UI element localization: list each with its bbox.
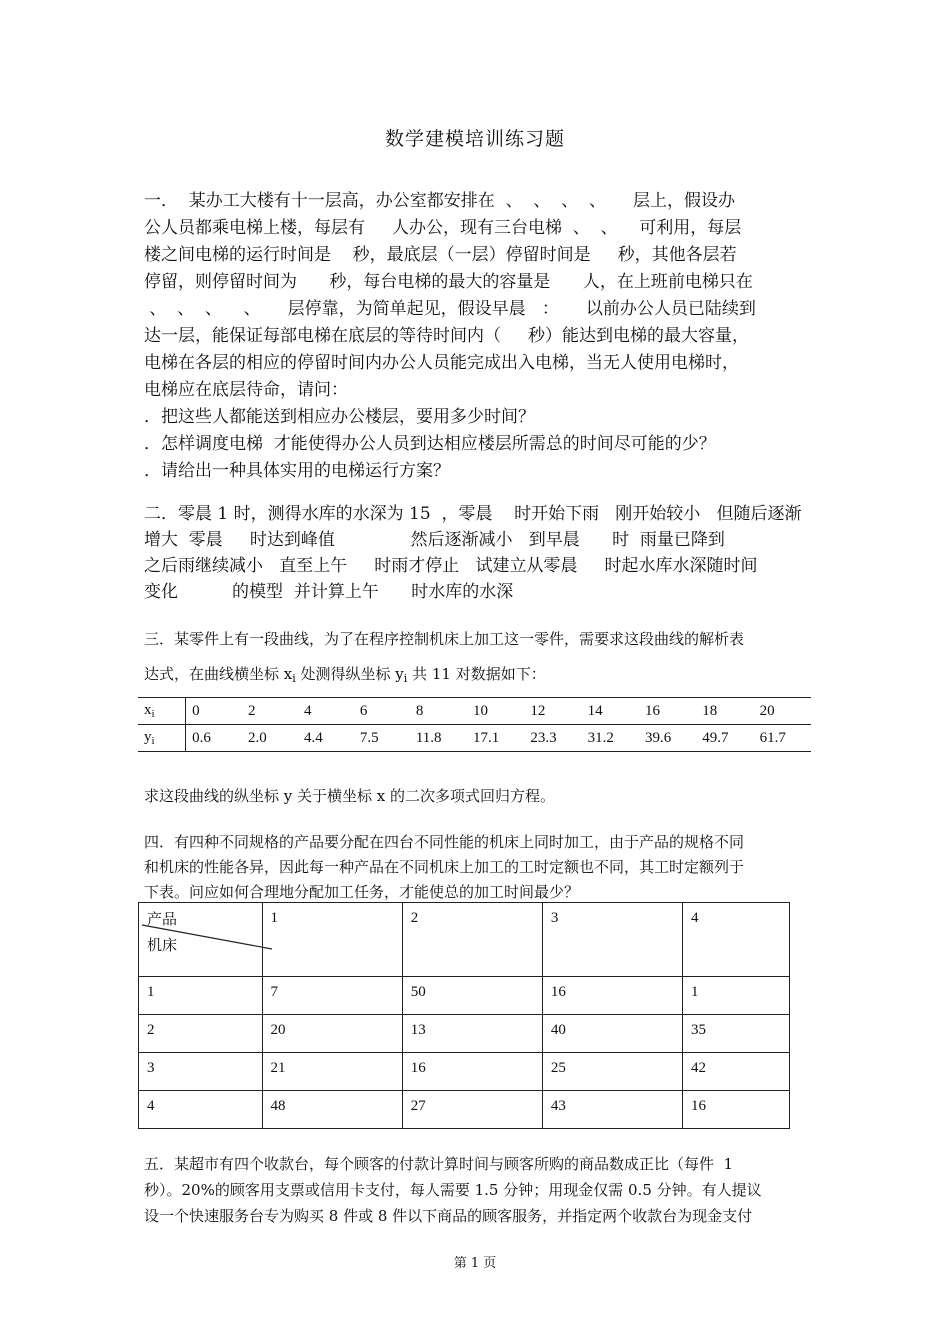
- table-cell: 2.0: [242, 725, 298, 752]
- table-cell: 2: [242, 698, 298, 725]
- problem-3-line: 达式，在曲线横坐标 $x_i$ 处测得纵坐标 $y_i$ 共 11 对数据如下：: [144, 665, 546, 685]
- corner-label-machine: 机床: [147, 938, 178, 954]
- problem-2-line: 二．零晨 1 时，测得水库的水深为 15 ，零晨 时开始下雨 刚开始较小 但随后逐渐: [144, 504, 802, 524]
- table-cell: 40: [542, 1015, 682, 1053]
- problem-1-question: ．怎样调度电梯 才能使得办公人员到达相应楼层所需总的时间尽可能的少？: [144, 434, 716, 454]
- table-cell: 16: [639, 698, 696, 725]
- problem-1-line: 楼之间电梯的运行时间是 秒，最底层（一层）停留时间是 秒，其他各层若: [144, 245, 737, 265]
- table-cell: 0.6: [186, 725, 242, 752]
- table-cell: 13: [402, 1015, 542, 1053]
- table-cell: 16: [402, 1053, 542, 1091]
- problem-2-line: 增大 零晨 时达到峰值 然后逐渐减小 到早晨 时 雨量已降到: [144, 530, 725, 550]
- table-cell: 20: [754, 698, 811, 725]
- problem-1-line: 、 、 、 、 层停靠，为简单起见，假设早晨 ： 以前办公人员已陆续到: [144, 299, 756, 319]
- problem-5-line: 秒）。20%的顾客用支票或信用卡支付，每人需要 1.5 分钟；用现金仅需 0.5 分钟。有人提议: [144, 1181, 762, 1199]
- table-cell: 43: [542, 1091, 682, 1129]
- table-cell: 31.2: [582, 725, 639, 752]
- table-cell: 17.1: [467, 725, 524, 752]
- problem-1-line: 公人员都乘电梯上楼，每层有 人办公，现有三台电梯 、 、 可利用，每层: [144, 218, 742, 238]
- row-header-x: $x_i$: [138, 698, 186, 725]
- table-cell: 6: [354, 698, 410, 725]
- data-table-xy: [138, 697, 811, 752]
- problem-3-line: 三．某零件上有一段曲线，为了在程序控制机床上加工这一零件，需要求这段曲线的解析表: [144, 630, 745, 648]
- problem-1-line: 停留，则停留时间为 秒，每台电梯的最大的容量是 人，在上班前电梯只在: [144, 272, 753, 292]
- page-number: 第 1 页: [453, 1256, 497, 1271]
- problem-4-line: 下表。问应如何合理地分配加工任务，才能使总的加工时间最少？: [144, 883, 580, 901]
- problem-1-question: ．把这些人都能送到相应办公楼层，要用多少时间？: [144, 407, 535, 427]
- table-cell: 11.8: [410, 725, 467, 752]
- column-header: 2: [402, 903, 542, 977]
- corner-label-product: 产品: [147, 912, 178, 928]
- problem-3-question: 求这段曲线的纵坐标 y 关于横坐标 x 的二次多项式回归方程。: [144, 787, 556, 805]
- problem-1-line: 电梯在各层的相应的停留时间内办公人员能完成出入电梯，当无人使用电梯时，: [144, 353, 739, 373]
- table-cell: 25: [542, 1053, 682, 1091]
- problem-1-line: 电梯应在底层待命，请问：: [144, 380, 348, 400]
- table-cell: 61.7: [754, 725, 811, 752]
- table-cell: 39.6: [639, 725, 696, 752]
- table-cell: 48: [262, 1091, 402, 1129]
- table-cell: 23.3: [524, 725, 581, 752]
- table-row-y: [138, 725, 811, 752]
- table-cell: 7.5: [354, 725, 410, 752]
- problem-5-line: 五．某超市有四个收款台，每个顾客的付款计算时间与顾客所购的商品数成正比（每件 1: [144, 1155, 734, 1173]
- table-cell: 4.4: [298, 725, 354, 752]
- column-header: 1: [262, 903, 402, 977]
- table-cell: 4: [298, 698, 354, 725]
- problem-4-line: 四．有四种不同规格的产品要分配在四台不同性能的机床上同时加工，由于产品的规格不同: [144, 833, 745, 851]
- table-cell: 14: [582, 698, 639, 725]
- table-row: [139, 1053, 790, 1091]
- table-cell: 20: [262, 1015, 402, 1053]
- table-cell: 12: [524, 698, 581, 725]
- row-header: 4: [139, 1091, 263, 1129]
- table-header-row: [139, 903, 790, 977]
- table-row: [139, 977, 790, 1015]
- table-cell: 8: [410, 698, 467, 725]
- table-row-x: [138, 698, 811, 725]
- table-cell: 7: [262, 977, 402, 1015]
- table-row: [139, 1091, 790, 1129]
- table-cell: 49.7: [696, 725, 753, 752]
- problem-2-line: 变化 的模型 并计算上午 时水库的水深: [144, 582, 514, 602]
- table-cell: 42: [683, 1053, 790, 1091]
- page-title: 数学建模培训练习题: [384, 128, 565, 150]
- row-header: 3: [139, 1053, 263, 1091]
- table-cell: 21: [262, 1053, 402, 1091]
- table-cell: 35: [683, 1015, 790, 1053]
- problem-1-line: 一． 某办工大楼有十一层高，办公室都安排在 、 、 、 、 层上，假设办: [144, 191, 736, 211]
- problem-5-line: 设一个快速服务台专为购买 8 件或 8 件以下商品的顾客服务，并指定两个收款台为现金支付: [144, 1207, 753, 1225]
- problem-4-line: 和机床的性能各异，因此每一种产品在不同机床上加工的工时定额也不同，其工时定额列于: [144, 858, 745, 876]
- problem-1-question: ．请给出一种具体实用的电梯运行方案？: [144, 461, 450, 481]
- problem-1-line: 达一层，能保证每部电梯在底层的等待时间内（ 秒）能达到电梯的最大容量，: [144, 326, 750, 346]
- problem-2-line: 之后雨继续减小 直至上午 时雨才停止 试建立从零晨 时起水库水深随时间: [144, 556, 758, 576]
- table-cell: 27: [402, 1091, 542, 1129]
- table-row: [139, 1015, 790, 1053]
- table-cell: 18: [696, 698, 753, 725]
- row-header: 2: [139, 1015, 263, 1053]
- row-header-y: $y_i$: [138, 725, 186, 752]
- table-cell: 1: [683, 977, 790, 1015]
- diagonal-header-cell: [139, 903, 263, 977]
- table-cell: 50: [402, 977, 542, 1015]
- column-header: 4: [683, 903, 790, 977]
- table-cell: 16: [542, 977, 682, 1015]
- table-cell: 0: [186, 698, 242, 725]
- column-header: 3: [542, 903, 682, 977]
- row-header: 1: [139, 977, 263, 1015]
- work-hours-table: [138, 902, 790, 1129]
- table-cell: 16: [683, 1091, 790, 1129]
- table-cell: 10: [467, 698, 524, 725]
